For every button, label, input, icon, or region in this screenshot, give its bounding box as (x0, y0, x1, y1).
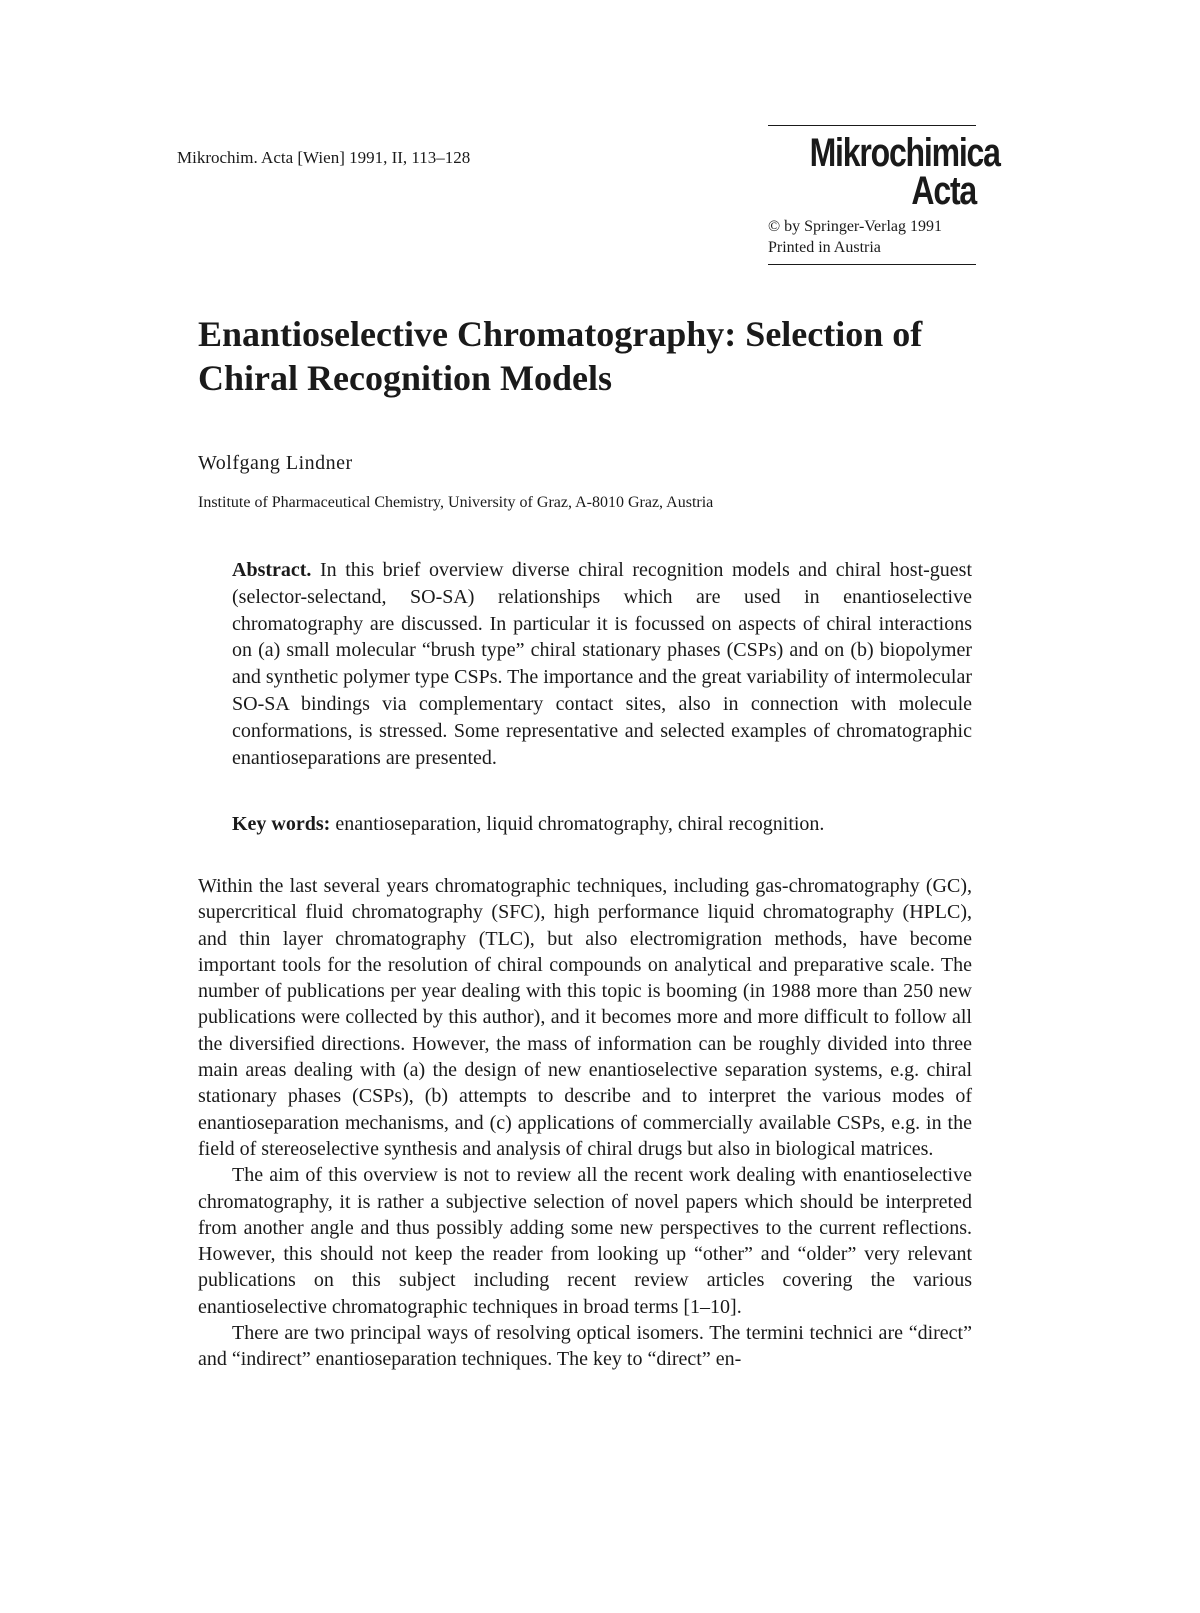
body-paragraph-2: The aim of this overview is not to review all the recent work dealing with enantioselective chromatography, it is rather a subjective selection of novel papers which should be interpreted from another angle and thus possibly adding some new perspectives to the current reflections. However, this should not keep the reader from looking up “other” and “older” very relevant publications on this subject including recent review articles covering the various enantioselective chromatographic techniques in broad terms [1–10]. (198, 1164, 972, 1318)
publisher-info (768, 216, 976, 258)
journal-citation: Mikrochim. Acta [Wien] 1991, II, 113–128 (177, 148, 471, 167)
body-text (198, 873, 972, 1373)
copyright-notice: © by Springer-Verlag 1991 (768, 218, 943, 235)
abstract-label: Abstract. (232, 559, 312, 581)
journal-logo-line2: Acta (911, 169, 976, 213)
masthead-top-rule (768, 125, 976, 126)
keywords (232, 811, 972, 838)
keywords-text: enantioseparation, liquid chromatography, chiral recognition. (335, 813, 825, 835)
masthead-bottom-rule (768, 264, 976, 265)
printed-notice: Printed in Austria (768, 239, 881, 256)
paper-title: Enantioselective Chromatography: Selection of Chiral Recognition Models (198, 314, 923, 398)
abstract (232, 557, 972, 771)
journal-logo-line1: Mikrochimica (809, 131, 1000, 175)
body-paragraph-1: Within the last several years chromatographic techniques, including gas-chromatography (GC), supercritical fluid chromatography (SFC), high performance liquid chromatography (HPLC), and thin layer chromatography (TLC), but also electromigration methods, have become important tools for the resolution of chiral compounds on analytical and preparative scale. The number of publications per year dealing with this topic is booming (in 1988 more than 250 new publications were collected by this author), and it becomes more and more difficult to follow all the diversified directions. However, the mass of information can be roughly divided into three main areas dealing with (a) the design of new enantioselective separation systems, e.g. chiral stationary phases (CSPs), (b) attempts to describe and to interpret the various modes of enantioseparation mechanisms, and (c) applications of commercially available CSPs, e.g. in the field of stereoselective synthesis and analysis of chiral drugs but also in biological matrices. (198, 875, 972, 1160)
author-name: Wolfgang Lindner (198, 452, 353, 474)
author-affiliation: Institute of Pharmaceutical Chemistry, University of Graz, A-8010 Graz, Austria (198, 494, 714, 511)
journal-logo (809, 131, 1000, 213)
body-paragraph-3: There are two principal ways of resolving optical isomers. The termini technici are “direct” and “indirect” enantioseparation techniques. The key to “direct” en- (198, 1322, 972, 1371)
keywords-label: Key words: (232, 813, 331, 835)
abstract-text: In this brief overview diverse chiral recognition models and chiral host-guest (selector-selectand, SO-SA) relationships which are used in enantioselective chromatography are discussed. In particular it is focussed on aspects of chiral interactions on (a) small molecular “brush type” chiral stationary phases (CSPs) and on (b) biopolymer and synthetic polymer type CSPs. The importance and the great variability of intermolecular SO-SA bindings via complementary contact sites, also in connection with molecule conformations, is stressed. Some representative and selected examples of chromatographic enantioseparations are presented. (232, 559, 973, 769)
journal-masthead (768, 125, 1000, 265)
